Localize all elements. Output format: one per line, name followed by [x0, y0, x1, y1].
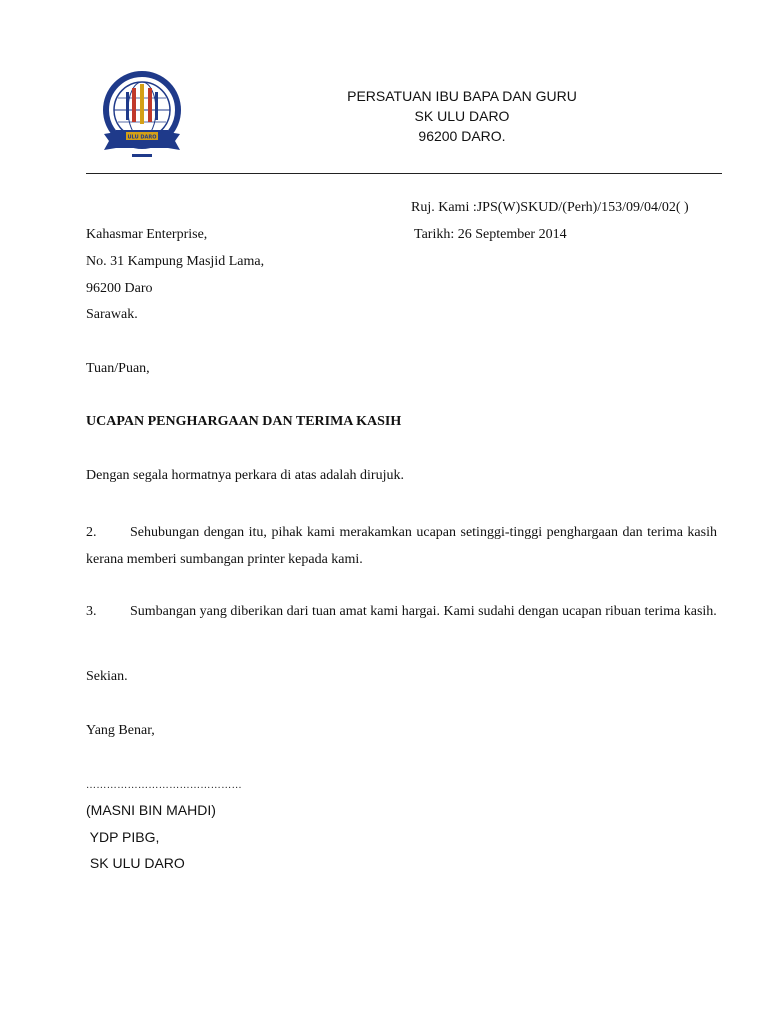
header-divider [86, 173, 722, 174]
closing-sekian: Sekian. [86, 669, 128, 684]
signatory-title: YDP PIBG, [86, 829, 160, 845]
signatory-school: SK ULU DARO [86, 855, 185, 871]
letterhead [262, 86, 662, 146]
letter-subject: UCAPAN PENGHARGAAN DAN TERIMA KASIH [86, 414, 402, 429]
recipient-state: Sarawak. [86, 307, 138, 322]
school-name: SK ULU DARO [414, 108, 510, 124]
paragraph-3 [86, 601, 717, 622]
reference-number: Ruj. Kami :JPS(W)SKUD/(Perh)/153/09/04/02( ) [411, 200, 689, 215]
paragraph-2 [86, 519, 717, 573]
signatory-name: (MASNI BIN MAHDI) [86, 802, 216, 818]
closing-yang-benar: Yang Benar, [86, 723, 155, 738]
signature-line: ……………………………………… [86, 780, 242, 791]
recipient-postcode: 96200 Daro [86, 281, 153, 296]
paragraph-3-text: Sumbangan yang diberikan dari tuan amat kami hargai. Kami sudahi dengan ucapan ribuan terima kasih. [130, 604, 717, 619]
logo-banner-text: ULU DARO [127, 134, 157, 141]
letter-date: Tarikh: 26 September 2014 [414, 227, 567, 242]
recipient-name: Kahasmar Enterprise, [86, 227, 208, 242]
salutation: Tuan/Puan, [86, 361, 150, 376]
org-address: 96200 DARO. [418, 128, 506, 144]
paragraph-3-number: 3. [86, 604, 97, 619]
recipient-address-line: No. 31 Kampung Masjid Lama, [86, 254, 265, 269]
paragraph-2-number: 2. [86, 525, 97, 540]
paragraph-2-text: Sehubungan dengan itu, pihak kami merakamkan ucapan setinggi-tinggi penghargaan dan terima kasih kerana memberi sumbangan printer kepada kami. [86, 525, 717, 567]
school-crest-logo [96, 70, 188, 166]
paragraph-1: Dengan segala hormatnya perkara di atas adalah dirujuk. [86, 468, 404, 483]
org-name: PERSATUAN IBU BAPA DAN GURU [347, 88, 577, 104]
